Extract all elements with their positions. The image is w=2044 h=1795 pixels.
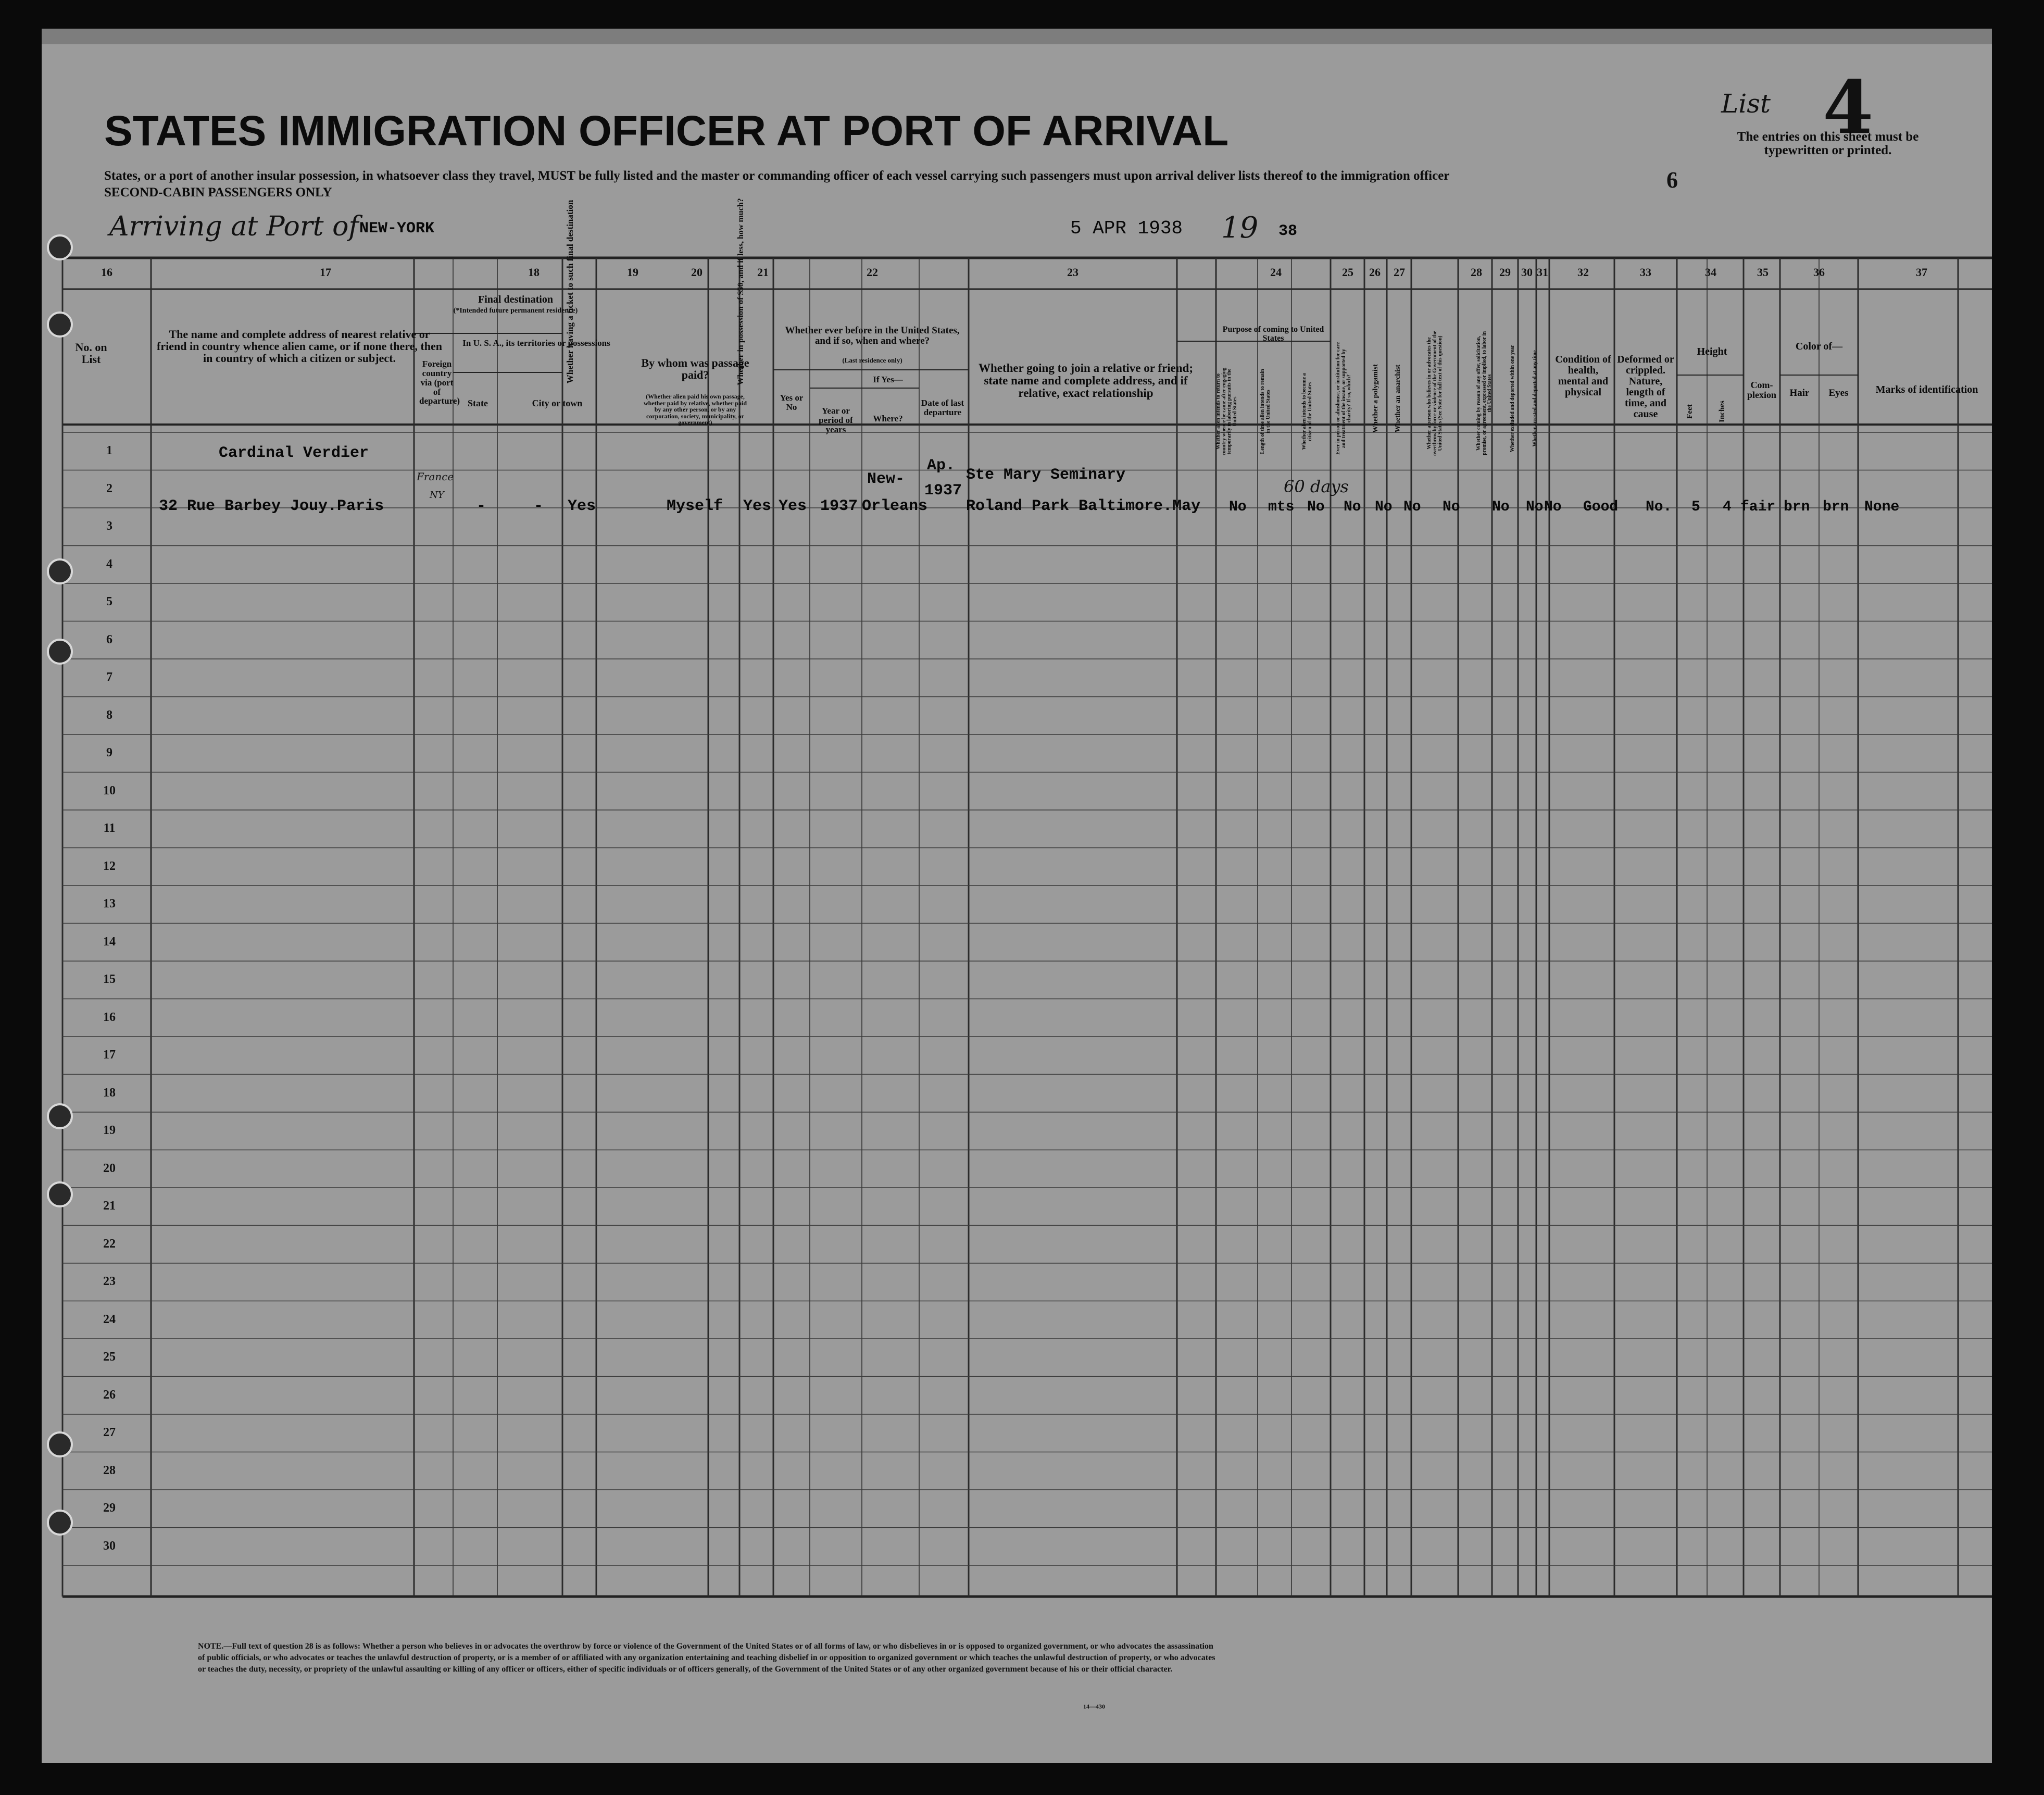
- header-year-period: Year or period of years: [819, 406, 853, 434]
- header-ticket: Whether having a ticket to such final destination: [565, 200, 575, 384]
- header-foreign-country: Foreign country via (port of departure): [419, 359, 460, 406]
- row-number: 13: [103, 897, 116, 911]
- column-number: 32: [1577, 266, 1589, 279]
- row-number: 30: [103, 1539, 116, 1553]
- header-overthrow: Whether a person who believes in or advocates the overthrow by force or violence of the Government of the United States (See Note for full text of this question): [1426, 331, 1443, 456]
- possession-value: Yes: [743, 497, 772, 515]
- binder-hole: [47, 1510, 73, 1536]
- header-eyes: Eyes: [1828, 388, 1849, 398]
- row-number: 1: [106, 444, 112, 457]
- header-deported: Whether arrested and deported at any time: [1532, 350, 1538, 447]
- row-number: 24: [103, 1312, 116, 1326]
- row-number: 17: [103, 1048, 116, 1062]
- header-condition: Condition of health, mental and physical: [1555, 354, 1611, 398]
- header-where: Where?: [873, 414, 903, 423]
- column-number: 23: [1067, 266, 1079, 279]
- header-final-destination-note: (*Intended future permanent residence): [453, 307, 578, 315]
- row-number: 21: [103, 1199, 116, 1213]
- row-number: 16: [103, 1010, 116, 1024]
- header-before-in-us: Whether ever before in the United States, and if so, when and where?: [785, 325, 960, 346]
- joining-line-1: Ste Mary Seminary: [966, 466, 1126, 484]
- header-excluded: Whether excluded and deported within one year: [1510, 345, 1515, 452]
- column-number: 33: [1640, 266, 1651, 279]
- state-value: -: [476, 497, 486, 515]
- header-prison: Ever in prison or almshouse, or institution for care and treatment of the insane, or supported by charity? If so, which?: [1335, 342, 1352, 455]
- row-number: 27: [103, 1426, 116, 1439]
- where-line-2: Orleans: [862, 497, 928, 515]
- column-number: 37: [1916, 266, 1927, 279]
- column-number: 28: [1471, 266, 1482, 279]
- row-number: 3: [106, 519, 112, 533]
- deformed-value: No.: [1646, 499, 1672, 515]
- prison-value: No: [1344, 499, 1361, 515]
- row-number: 6: [106, 632, 112, 646]
- list-label: List: [1721, 89, 1771, 119]
- row-number: 5: [106, 595, 112, 608]
- joining-line-2: Roland Park Baltimore.May: [966, 497, 1201, 515]
- binder-hole: [47, 234, 73, 260]
- header-purpose-a: Whether alien intends to return to country whence he came after engaging temporarily in laboring pursuits in the United States: [1215, 367, 1238, 456]
- deported-value: No: [1544, 499, 1562, 515]
- row-number: 9: [106, 746, 112, 759]
- where-line-1: New-: [867, 470, 905, 488]
- year-suffix: 38: [1278, 222, 1298, 240]
- anarchist-value: No: [1403, 499, 1421, 515]
- feet-value: 5: [1691, 499, 1700, 515]
- header-possession: Whether in possession of $50, and if less, how much?: [736, 198, 745, 385]
- row-number: 7: [106, 670, 112, 684]
- column-number: 20: [691, 266, 703, 279]
- header-inches: Inches: [1718, 401, 1726, 422]
- column-number: 16: [101, 266, 112, 279]
- purpose-a-value: No: [1229, 499, 1247, 515]
- row-number: 2: [106, 481, 112, 495]
- header-yes-or-no: Yes or No: [780, 393, 804, 412]
- column-number: 24: [1270, 266, 1282, 279]
- row-number: 20: [103, 1161, 116, 1175]
- header-complexion: Com- plexion: [1747, 380, 1776, 400]
- header-by-whom-note: (Whether alien paid his own passage, whether paid by relative, whether paid by any other person, or by any corporation, society, municipality, or government): [643, 393, 747, 427]
- city-value: -: [534, 497, 544, 515]
- purpose-b-typed: mts: [1268, 499, 1295, 515]
- header-deformed: Deformed or crippled. Nature, length of time, and cause: [1617, 354, 1674, 420]
- header-city: City or town: [532, 398, 583, 408]
- foreign-via: NY: [430, 490, 444, 501]
- hair-value: brn: [1784, 499, 1810, 515]
- typewritten-note: The entries on this sheet must be typewritten or printed.: [1737, 130, 1919, 158]
- binder-hole: [47, 1181, 73, 1207]
- departure-line-1: Ap.: [927, 457, 956, 475]
- row-number: 14: [103, 934, 116, 949]
- arriving-label: Arriving at Port of: [109, 211, 359, 242]
- excluded-value: No: [1526, 499, 1544, 515]
- row-number: 4: [106, 557, 112, 571]
- row-number: 28: [103, 1463, 116, 1477]
- list-number: 4: [1823, 65, 1874, 151]
- column-number: 31: [1537, 266, 1548, 279]
- header-relative-address: The name and complete address of nearest relative or friend in country whence alien came, or if none there, then in country of which a citizen or subject.: [157, 328, 442, 365]
- row-number: 29: [103, 1501, 116, 1515]
- complexion-value: fair: [1740, 499, 1776, 515]
- column-number: 17: [320, 266, 331, 279]
- column-number: 18: [528, 266, 540, 279]
- header-by-whom: By whom was passage paid?: [641, 356, 749, 382]
- date-stamp: 5 APR 1938: [1070, 218, 1183, 239]
- header-anarchist: Whether an anarchist: [1394, 364, 1402, 433]
- row-number: 25: [103, 1350, 116, 1364]
- header-purpose: Purpose of coming to United States: [1222, 325, 1324, 343]
- polygamist-value: No: [1375, 499, 1393, 515]
- header-polygamist: Whether a polygamist: [1372, 364, 1380, 433]
- column-number: 29: [1499, 266, 1511, 279]
- row-number: 15: [103, 973, 116, 986]
- header-no-on-list: No. on List: [75, 341, 107, 366]
- header-in-usa: In U. S. A., its territories or possessions: [462, 338, 610, 348]
- row-number: 26: [103, 1388, 116, 1402]
- cabin-class: SECOND-CABIN PASSENGERS ONLY: [104, 185, 332, 200]
- header-purpose-b: Length of time alien intends to remain in the United States: [1260, 369, 1271, 454]
- form-number: 14—430: [1083, 1703, 1105, 1710]
- foreign-country: France: [417, 470, 454, 483]
- year-prefix: 19: [1221, 211, 1259, 245]
- header-offer: Whether coming by reason of any offer, solicitation, promise, or agreement, expressed or implied, to labor in the United States: [1476, 331, 1493, 456]
- table-grid: [42, 29, 1992, 1763]
- column-number: 25: [1342, 266, 1353, 279]
- header-final-destination: Final destination: [478, 294, 553, 305]
- header-if-yes: If Yes—: [873, 375, 903, 384]
- header-state: State: [468, 398, 488, 408]
- page-title: STATES IMMIGRATION OFFICER AT PORT OF ARRIVAL: [104, 107, 1229, 155]
- header-color-of: Color of—: [1795, 341, 1843, 352]
- header-purpose-c: Whether alien intends to become a citizen of the United States: [1301, 373, 1313, 450]
- marks-value: None: [1864, 499, 1900, 515]
- header-hair: Hair: [1789, 388, 1810, 398]
- header-marks: Marks of identification: [1875, 384, 1978, 395]
- column-number: 19: [627, 266, 638, 279]
- ticket-value: Yes: [568, 497, 596, 515]
- binder-hole: [47, 558, 73, 584]
- health-value: Good: [1583, 499, 1619, 515]
- offer-value: No: [1492, 499, 1510, 515]
- purpose-b-handwritten: 60 days: [1284, 477, 1349, 496]
- column-number: 27: [1394, 266, 1405, 279]
- year-value: 1937: [820, 497, 858, 515]
- eyes-value: brn: [1823, 499, 1849, 515]
- page-subtitle: States, or a port of another insular possession, in whatsoever class they travel, MUST be fully listed and the master or commanding officer of each vessel carrying such passengers must upon arrival deliver lists thereof to the immigration officer: [104, 169, 1450, 183]
- row-number: 8: [106, 708, 112, 722]
- binder-hole: [47, 639, 73, 665]
- header-date-departure: Date of last departure: [921, 398, 964, 417]
- footer-note: NOTE.—Full text of question 28 is as follows: Whether a person who believes in or advocates the overthrow by force or violence of the Government of the United States or of all forms of law, or who disbelieves in or is opposed to organized government, or who advocates the assassination of public officials, or who advocates or teaches the unlawful destruction of property, or is a member of or affiliated with any organization entertaining and teaching disbelief in or opposition to organized government or which teaches the unlawful destruction of property, or who advocates or teaches the duty, necessity, or propriety of the unlawful assaulting or killing of any officer or officers, either of specific individuals or of officers generally, of the Government of the United States or of any other organized government because of his or their official character.: [198, 1642, 1215, 1674]
- sheet-number: 6: [1666, 167, 1678, 193]
- header-feet: Feet: [1686, 404, 1694, 419]
- binder-hole: [47, 1103, 73, 1129]
- before-value: Yes: [779, 497, 807, 515]
- column-number: 36: [1813, 266, 1825, 279]
- departure-line-2: 1937: [924, 482, 962, 500]
- relative-address: 32 Rue Barbey Jouy.Paris: [159, 497, 384, 515]
- overthrow-value: No: [1443, 499, 1460, 515]
- row-number: 19: [103, 1124, 116, 1137]
- manifest-sheet: [42, 29, 1992, 1763]
- paid-by-value: Myself: [667, 497, 723, 515]
- row-number: 12: [103, 859, 116, 873]
- row-number: 18: [103, 1086, 116, 1100]
- row-number: 22: [103, 1237, 116, 1251]
- binder-hole: [47, 1431, 73, 1457]
- column-number: 21: [757, 266, 769, 279]
- column-number: 30: [1521, 266, 1533, 279]
- column-number: 34: [1705, 266, 1716, 279]
- row-number: 23: [103, 1275, 116, 1288]
- row-number: 10: [103, 783, 116, 797]
- header-last-residence: (Last residence only): [842, 356, 902, 364]
- relative-name: Cardinal Verdier: [219, 444, 369, 462]
- column-number: 22: [867, 266, 878, 279]
- header-height: Height: [1697, 346, 1727, 357]
- column-number: 35: [1757, 266, 1769, 279]
- inches-value: 4: [1723, 499, 1732, 515]
- port-name: NEW-YORK: [359, 220, 435, 238]
- column-number: 26: [1369, 266, 1381, 279]
- purpose-c-value: No: [1307, 499, 1325, 515]
- binder-hole: [47, 311, 73, 338]
- row-number: 11: [103, 821, 116, 835]
- header-joining: Whether going to join a relative or friend; state name and complete address, and if relative, exact relationship: [978, 362, 1194, 400]
